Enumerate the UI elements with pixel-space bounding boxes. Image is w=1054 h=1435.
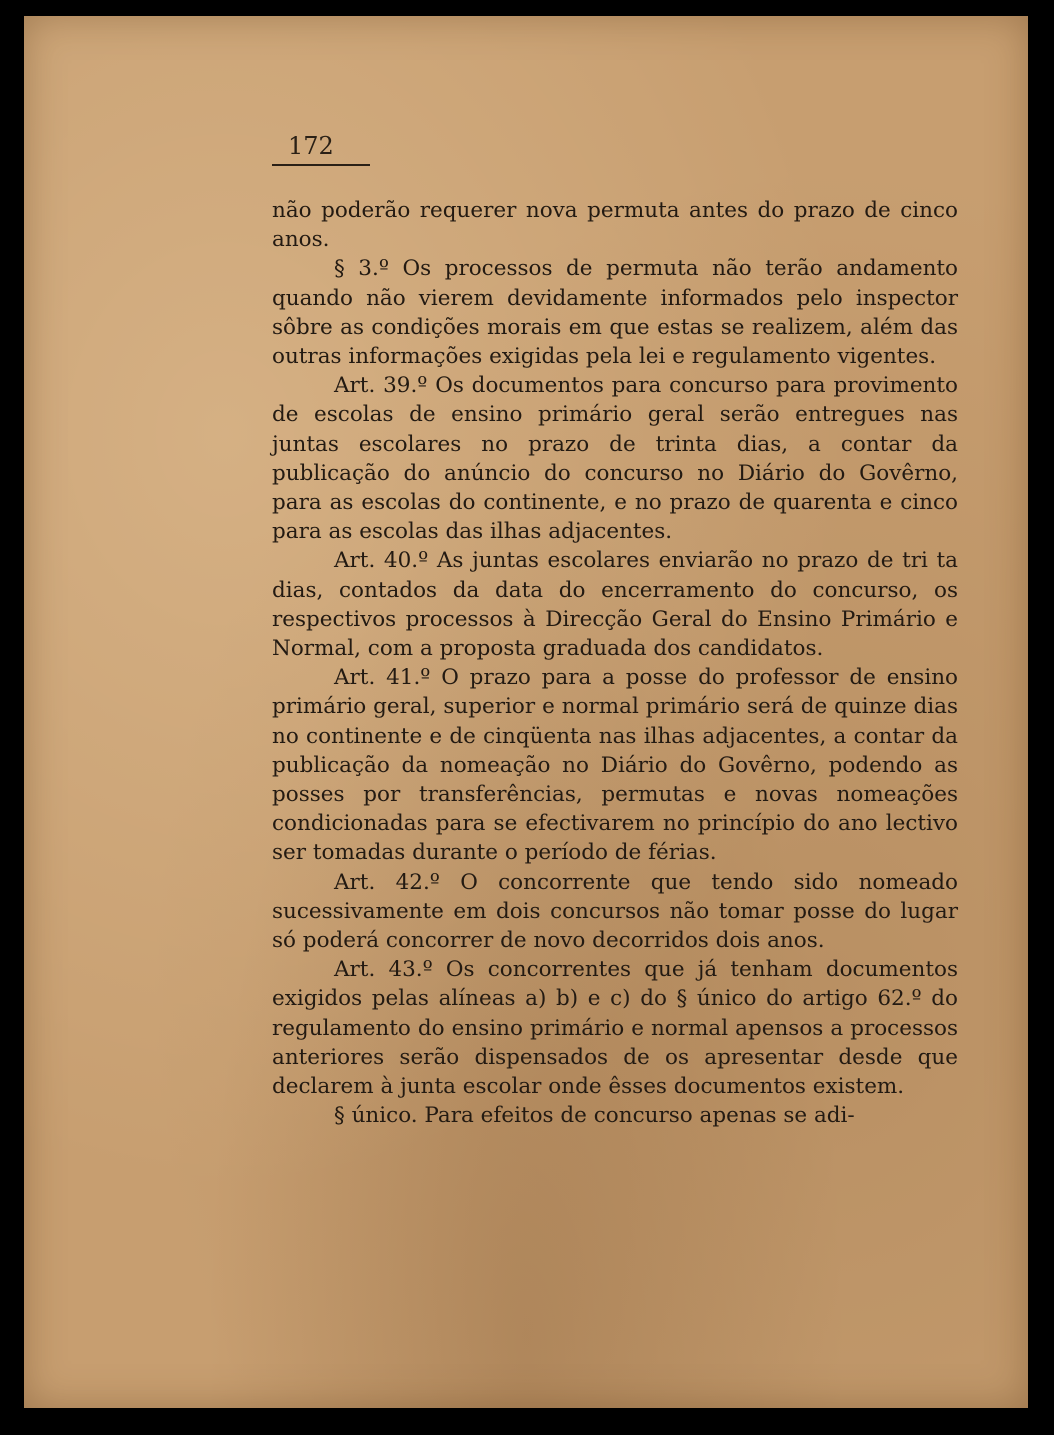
paragraph-continuation: não poderão requerer nova permuta antes do prazo de cinco anos. [272,198,958,253]
body-text [272,196,958,1131]
page-number-rule [272,164,370,166]
paragraph-article-39: Art. 39.º Os documentos para concurso para provimento de escolas de ensino primário geral serão entregues nas juntas escolares no prazo de trinta dias, a contar da publicação do anúncio do concurso no Diário do Govêrno, para as escolas do continente, e no prazo de quarenta e cinco para as escolas das ilhas adjacentes. [272,373,958,545]
paragraph-sole-section: § único. Para efeitos de concurso apenas se adi- [334,1103,855,1129]
paragraph-article-43: Art. 43.º Os concorrentes que já tenham documentos exigidos pelas alíneas a) b) e c) do § único do artigo 62.º do regulamento do ensino primário e normal apensos a processos anteriores serão dispensados de os apresentar desde que declarem à junta escolar onde êsses documentos existem. [272,957,958,1100]
paragraph-article-41: Art. 41.º O prazo para a posse do professor de ensino primário geral, superior e normal primário será de quinze dias no continente e de cinqüenta nas ilhas adjacentes, a contar da publicação da nomeação no Diário do Govêrno, podendo as posses por transferências, permutas e novas nomeações condicionadas para se efectivarem no princípio do ano lectivo ser tomadas durante o período de férias. [272,665,958,866]
paragraph-article-40: Art. 40.º As juntas escolares enviarão no prazo de tri ta dias, contados da data do encerramento do concurso, os respectivos processos à Direcção Geral do Ensino Primário e Normal, com a proposta graduada dos candidatos. [272,548,958,662]
page-number: 172 [288,132,334,160]
paragraph-article-42: Art. 42.º O concorrente que tendo sido nomeado sucessivamente em dois concursos não tomar posse do lugar só poderá concorrer de novo decorridos dois anos. [272,869,958,954]
paragraph-section-3: § 3.º Os processos de permuta não terão andamento quando não vierem devidamente informados pelo inspector sôbre as condições morais em que estas se realizem, além das outras informações exigidas pela lei e regulamento vigentes. [272,256,958,370]
book-page [24,16,1028,1408]
